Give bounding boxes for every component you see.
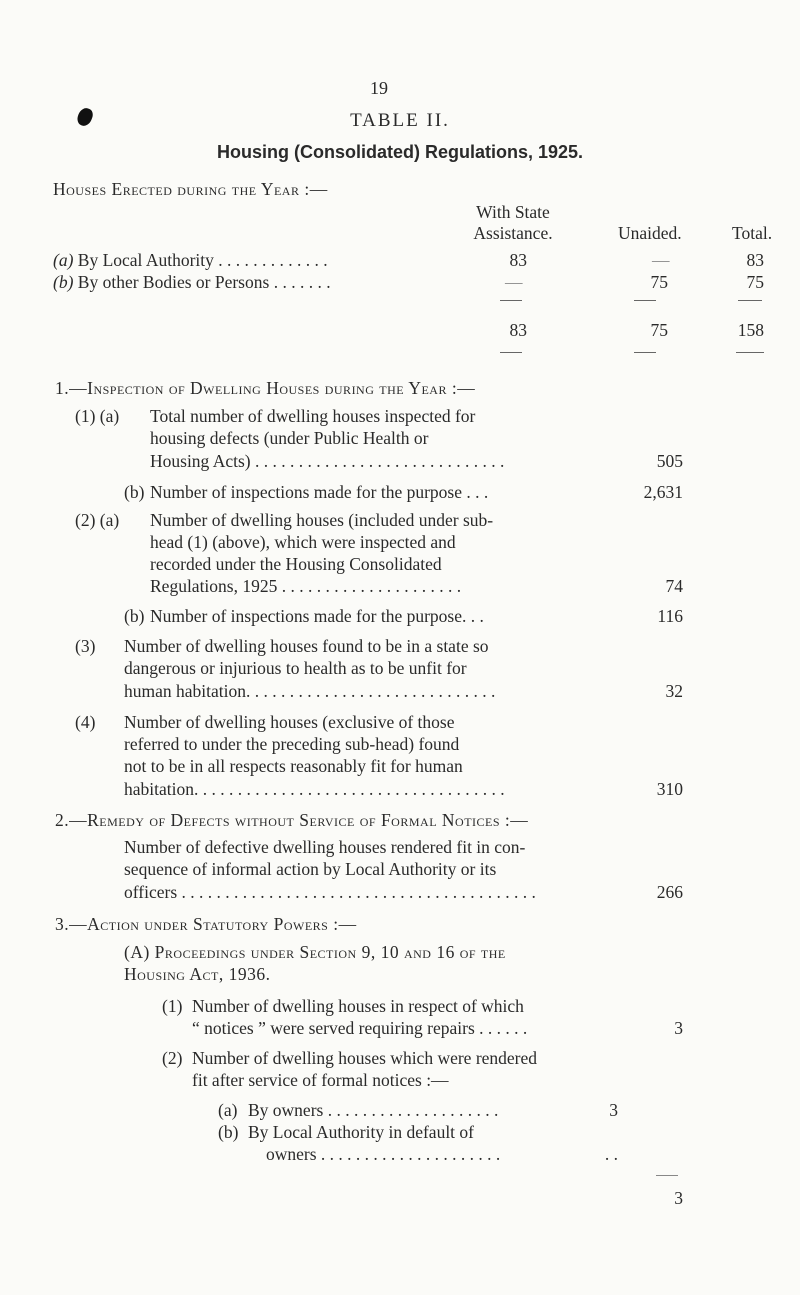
- item-value: 2,631: [643, 482, 683, 502]
- item-label: (4): [75, 712, 96, 732]
- item-text: sequence of informal action by Local Authority or its: [124, 859, 497, 879]
- row-label: By other Bodies or Persons: [77, 272, 270, 292]
- page-number: 19: [370, 78, 388, 98]
- item-text: By Local Authority in default of: [248, 1122, 474, 1142]
- item-value: 505: [656, 451, 683, 471]
- item-label: (3): [75, 636, 96, 656]
- section3-heading: 3.—Action under Statutory Powers :—: [55, 914, 357, 934]
- cell-total: 75: [746, 272, 764, 292]
- rule: [500, 300, 522, 301]
- leader-dots: . . . . . . . . . . . . . . . . . . . . .: [320, 1144, 501, 1164]
- subtitle: Housing (Consolidated) Regulations, 1925.: [216, 142, 584, 162]
- rule: [634, 352, 656, 353]
- total-total: 158: [737, 320, 764, 340]
- item-text-line: By owners: [248, 1100, 324, 1120]
- col-with-state-2: Assistance.: [473, 223, 553, 243]
- col-total: Total.: [732, 223, 773, 243]
- table-row: [53, 248, 328, 272]
- item-text: Number of defective dwelling houses rendered fit in con-: [124, 837, 526, 857]
- row-prefix: (b): [53, 272, 74, 292]
- item-text: [248, 1098, 498, 1122]
- item-label: (1) (a): [75, 406, 120, 426]
- item-text: Number of inspections made for the purpose. . .: [150, 606, 484, 626]
- item-value: 310: [656, 779, 683, 799]
- item-value: 74: [665, 576, 683, 596]
- total-unaided: 75: [650, 320, 668, 340]
- total-with-state: 83: [509, 320, 527, 340]
- leader-dots: . . . . . . . . . . . . . . . . . . . . .: [281, 576, 462, 596]
- item-value: 3: [674, 1018, 683, 1038]
- item-value: 32: [665, 681, 683, 701]
- leader-dots: . . . . . . . . . . . . . . . . . . . . . . . . . . . . . . . . . . . . . . . . .: [181, 882, 536, 902]
- item-text: Number of dwelling houses found to be in a state so: [124, 636, 489, 656]
- section3-subheading: (A) Proceedings under Section 9, 10 and 16 of the: [124, 942, 506, 962]
- table-title: TABLE II.: [350, 110, 450, 131]
- rule: [738, 300, 762, 301]
- item-text: Number of dwelling houses (included under sub-: [150, 510, 494, 530]
- leader-dots: . . . . . . . . . . . . . . . . . . . .: [327, 1100, 499, 1120]
- final-value: 3: [674, 1188, 683, 1208]
- item-label: (2): [162, 1048, 183, 1068]
- item-text-line: human habitation: [124, 681, 246, 701]
- section2-heading: 2.—Remedy of Defects without Service of Formal Notices :—: [55, 810, 529, 830]
- col-unaided: Unaided.: [618, 223, 682, 243]
- section1-heading: 1.—Inspection of Dwelling Houses during the Year :—: [55, 378, 476, 398]
- cell-with-state: —: [505, 272, 523, 292]
- table-row: [53, 270, 331, 294]
- item-text: head (1) (above), which were inspected and: [150, 532, 456, 552]
- rule: [634, 300, 656, 301]
- item-text: not to be in all respects reasonably fit for human: [124, 756, 463, 776]
- rule: [656, 1175, 678, 1176]
- item-text: [266, 1142, 500, 1166]
- item-label: (2) (a): [75, 510, 120, 530]
- item-value: 266: [656, 882, 683, 902]
- item-text: Total number of dwelling houses inspected for: [150, 406, 476, 426]
- cell-unaided: —: [652, 250, 670, 270]
- item-text: recorded under the Housing Consolidated: [150, 554, 442, 574]
- item-text-line: Regulations, 1925: [150, 576, 278, 596]
- item-text: housing defects (under Public Health or: [150, 428, 429, 448]
- item-text-line: habitation: [124, 779, 194, 799]
- item-label: (1): [162, 996, 183, 1016]
- rule: [500, 352, 522, 353]
- item-label: (b): [218, 1122, 239, 1142]
- item-value: 116: [657, 606, 683, 626]
- leader-dots: . . . . . .: [479, 1018, 528, 1038]
- row-label: By Local Authority: [77, 250, 214, 270]
- houses-erected-heading: Houses Erected during the Year :—: [53, 179, 328, 199]
- leader-dots: . . . . . . .: [273, 272, 331, 292]
- item-text: Number of dwelling houses (exclusive of those: [124, 712, 455, 732]
- item-value: 3: [609, 1100, 618, 1120]
- item-text: Number of dwelling houses which were rendered: [192, 1048, 538, 1068]
- item-text: fit after service of formal notices :—: [192, 1070, 449, 1090]
- leader-dots: . . . . . . . . . . . . .: [218, 250, 328, 270]
- rule: [736, 352, 764, 353]
- item-text: referred to under the preceding sub-head) found: [124, 734, 460, 754]
- row-prefix: (a): [53, 250, 74, 270]
- item-text-line: owners: [266, 1144, 317, 1164]
- item-text-line: “ notices ” were served requiring repairs: [192, 1018, 475, 1038]
- item-value: . .: [604, 1144, 618, 1164]
- section3-subheading: Housing Act, 1936.: [124, 964, 271, 984]
- item-label: (b): [124, 606, 145, 626]
- leader-dots: . . . . . . . . . . . . . . . . . . . . . . . . . . . . .: [255, 451, 505, 471]
- col-with-state-1: With State: [476, 202, 550, 222]
- cell-unaided: 75: [650, 272, 668, 292]
- item-text: dangerous or injurious to health as to be unfit for: [124, 658, 467, 678]
- item-label: (a): [218, 1100, 238, 1120]
- item-text: [192, 1016, 527, 1040]
- item-label: (b): [124, 482, 145, 502]
- leader-dots: . . . . . . . . . . . . . . . . . . . . . . . . . . . . . . . . . . . .: [193, 779, 505, 799]
- item-text: Number of inspections made for the purpose . . .: [150, 482, 489, 502]
- item-text: [124, 777, 505, 801]
- leader-dots: . . . . . . . . . . . . . . . . . . . . . . . . . . . . .: [246, 681, 496, 701]
- item-text: [150, 449, 504, 473]
- cell-total: 83: [746, 250, 764, 270]
- cell-with-state: 83: [509, 250, 527, 270]
- item-text: [124, 679, 495, 703]
- item-text: [150, 574, 461, 598]
- item-text: Number of dwelling houses in respect of which: [192, 996, 524, 1016]
- item-text-line: officers: [124, 882, 178, 902]
- item-text: [124, 880, 536, 904]
- item-text-line: Housing Acts): [150, 451, 251, 471]
